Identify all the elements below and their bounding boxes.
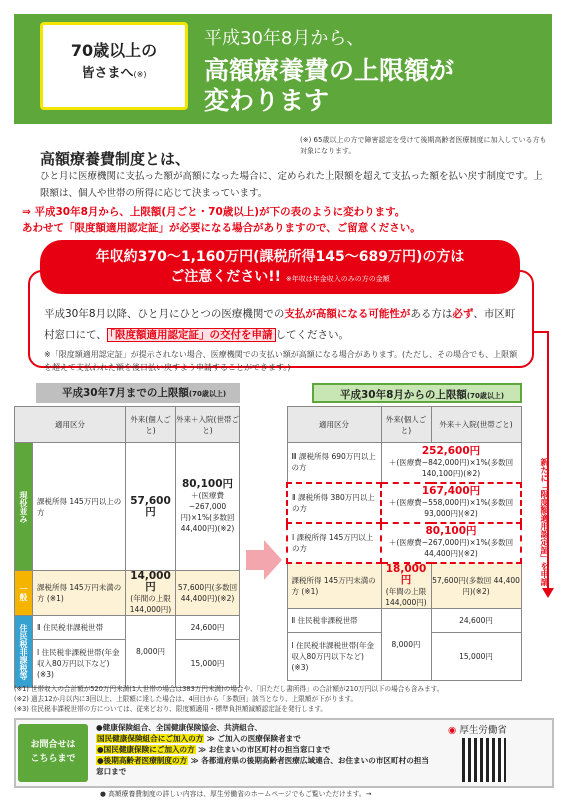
lt-r2-out — [126, 571, 176, 616]
badge-line2: 皆さまへ — [81, 66, 134, 81]
lt-r34-out: 8,000円 — [126, 616, 176, 688]
side-apply-text: 新たに「限度額適用認定証」を申請 — [540, 458, 549, 586]
contact-badge-line2: こちらまで — [30, 754, 76, 764]
lt-r2-in: 57,600円(多数回 44,400円)(※2) — [176, 571, 240, 616]
rt-r56-out: 8,000円 — [381, 608, 431, 680]
lt-cat-low: 住民税非課税等 — [15, 616, 33, 688]
rt-r1-sub: ＋(医療費−842,000円)×1%(多数回 140,100円)(※2) — [388, 457, 514, 478]
right-table-title — [312, 383, 522, 403]
note-65: (※) 65歳以上の方で障害認定を受けて後期高齢者医療制度に加入している方も対象になります。 — [300, 136, 547, 155]
contact-line1: ●健康保険組合、全国健康保険協会、共済組合、 — [96, 723, 263, 732]
lt-r1-in-big: 80,100円 — [181, 478, 234, 490]
lt-r2-out-big: 14,000円 — [130, 570, 171, 593]
contact-list — [96, 722, 436, 777]
badge-note: (※) — [133, 70, 147, 79]
lt-h-in: 外来＋入院(世帯ごと) — [176, 407, 240, 443]
contact-line2-target: 国民健康保険組合にご加入の方 — [97, 734, 204, 743]
right-limit-table — [286, 406, 522, 681]
lt-cat-gen: 現役並み — [15, 443, 33, 571]
intro-text: ひと月に医療機関に支払った額が高額になった場合に、定められた上限額を超えて支払った額を払い戻す制度です。上限額は、個人や世帯の所得に応じて決まっています。 — [40, 171, 543, 199]
lt-r1-label: 課税所得 145万円以上の方 — [33, 443, 126, 571]
contact-badge-line1: お問合せは — [30, 740, 76, 750]
rt-r4-out-big: 18,000円 — [385, 562, 427, 586]
footnotes — [14, 684, 554, 714]
lt-r4-in: 15,000円 — [176, 640, 240, 688]
lt-h-out: 外来(個人ごと) — [126, 407, 176, 443]
notice-text-a: 平成30年8月以降、ひと月にひとつの医療機関での — [44, 308, 285, 320]
rt-r2-big: 167,400円 — [421, 485, 481, 497]
notice-paragraph — [44, 304, 518, 346]
rt-r3-in — [381, 523, 521, 563]
rt-r4-in: 57,600円(多数回 44,400円)(※2) — [431, 563, 521, 609]
rt-r4-out-sub: (年間の上限 144,000円) — [385, 586, 427, 607]
contact-line3-target: ●国民健康保険にご加入の方 — [97, 745, 195, 754]
lt-r1-in-sub: ＋(医療費−267,000円)×1%(多数回 44,400円)(※2) — [180, 491, 235, 533]
change-alert — [22, 204, 552, 236]
lt-h-cat: 適用区分 — [15, 407, 126, 443]
right-table-title-text: 平成30年8月からの上限額 — [340, 389, 467, 401]
rt-r5-label: Ⅱ 住民税非課税世帯 — [287, 608, 381, 632]
header-title — [204, 56, 544, 116]
section-title: 高額療養費制度とは、 — [40, 150, 191, 168]
rt-r2-in — [381, 483, 521, 523]
notice-text-d: してください。 — [275, 329, 350, 341]
notice-highlight: 「限度額適用認定証」の交付を申請 — [107, 328, 276, 342]
contact-badge — [18, 724, 88, 782]
header-title-line1: 高額療養費の上限額が — [204, 56, 455, 85]
header-subtitle: 平成30年8月から、 — [204, 28, 365, 49]
right-arrow-icon — [246, 540, 282, 580]
lt-r3-label: Ⅱ 住民税非課税世帯 — [33, 616, 126, 640]
rt-h-out: 外来(個人ごと) — [381, 407, 431, 443]
lt-r2-label: 課税所得 145万円未満の方 (※1) — [33, 571, 126, 616]
contact-line4-dest: ≫ 各都道府県の後期高齢者医療広域連合、お住まいの市区町村の担当窓口まで — [96, 756, 429, 776]
rt-r1-in — [381, 443, 521, 483]
contact-line2-dest: ≫ ご加入の医療保険者まで — [206, 734, 301, 743]
alert-line1: ⇒ 平成30年8月から、上限額(月ごと・70歳以上)が下の表のように変わります。 — [22, 206, 406, 218]
notice-note: ※「限度額適用認定証」が提示されない場合、医療機関での支払い額が高額になる場合があります。(ただし、その場合でも、上限額を超えて支払われた額を後日払い戻すよう申請することができます。) — [44, 350, 518, 372]
badge-line1: 70歳以上の — [70, 41, 158, 60]
lt-r3-in: 24,600円 — [176, 616, 240, 640]
header-title-line2: 変わります — [204, 86, 330, 115]
footnote-3: (※3) 住民税非課税世帯の方については、従来どおり、限度額適用・標準負担額減額認定証を発行します。 — [14, 705, 328, 713]
rt-r6-in: 15,000円 — [431, 632, 521, 680]
left-limit-table — [14, 406, 240, 688]
income-warning-banner — [40, 240, 520, 294]
right-table-title-note: (70歳以上) — [466, 392, 505, 400]
lt-r1-out: 57,600円 — [126, 443, 176, 571]
rt-r3-sub: ＋(医療費−267,000円)×1%(多数回 44,400円)(※2) — [388, 538, 514, 558]
footnote-2: (※2) 過去12か月以内に3回以上、上限額に達した場合は、4回目から「多数回」該当となり、上限額が下がります。 — [14, 695, 358, 703]
rt-r2-label: Ⅱ 課税所得 380万円以上の方 — [287, 483, 381, 523]
lt-r1-in — [176, 443, 240, 571]
left-table-title — [36, 383, 240, 403]
rt-r3-label: Ⅰ 課税所得 145万円以上の方 — [287, 523, 381, 563]
ministry-logo — [448, 722, 507, 736]
banner-line2: ご注意ください!! — [170, 269, 282, 285]
footnote-1: (※1) 世帯収入の合計額が520万円未満(1人世帯の場合は383万円未満)の場合や、「旧ただし書所得」の合計額が210万円以下の場合も含みます。 — [14, 685, 444, 693]
notice-text-b: ある方は — [410, 308, 453, 320]
notice-text-c: 、市区町村窓口にて、 — [44, 308, 516, 341]
footer-note: ● 高額療養費制度の詳しい内容は、厚生労働省のホームページでもご覧いただけます。→ — [100, 790, 372, 798]
rt-r1-label: Ⅲ 課税所得 690万円以上の方 — [287, 443, 381, 483]
rt-h-in: 外来＋入院(世帯ごと) — [431, 407, 521, 443]
notice-text-red: 支払が高額になる可能性が — [284, 308, 411, 320]
target-audience-badge — [40, 22, 188, 110]
left-table-title-note: (70歳以上) — [188, 390, 227, 398]
ministry-icon: ◉ — [448, 725, 457, 736]
lt-cat-norm: 一般 — [15, 571, 33, 616]
contact-line3-dest: ≫ お住まいの市区町村の担当窓口まで — [198, 745, 331, 754]
notice-text-must: 必ず — [452, 308, 474, 320]
qr-code-icon[interactable] — [462, 738, 506, 782]
contact-line4-target: ●後期高齢者医療制度の方 — [97, 756, 188, 765]
rt-r2-sub: ＋(医療費−558,000円)×1%(多数回 93,000円)(※2) — [388, 498, 514, 518]
banner-line1: 年収約370〜1,160万円(課税所得145〜689万円)の方は — [95, 249, 465, 265]
rt-r1-big: 252,600円 — [421, 444, 481, 457]
rt-r6-label: Ⅰ 住民税非課税世帯(年金収入80万円以下など)(※3) — [287, 632, 381, 680]
alert-line2: あわせて「限度額適用認定証」が必要になる場合がありますので、ご留意ください。 — [22, 222, 421, 234]
lt-r2-out-sub: (年間の上限 144,000円) — [129, 594, 172, 614]
banner-note: ※年収は年金収入のみの方の金額 — [285, 275, 390, 283]
rt-r3-big: 80,100円 — [425, 525, 477, 537]
left-table-title-text: 平成30年7月までの上限額 — [62, 387, 189, 399]
rt-r4-label: 課税所得 145万円未満の方 (※1) — [287, 563, 381, 609]
rt-r5-in: 24,600円 — [431, 608, 521, 632]
ministry-name: 厚生労働省 — [459, 725, 507, 736]
rt-h-cat: 適用区分 — [287, 407, 381, 443]
rt-r4-out — [381, 563, 431, 609]
lt-r4-label: Ⅰ 住民税非課税世帯(年金収入80万円以下など)(※3) — [33, 640, 126, 688]
